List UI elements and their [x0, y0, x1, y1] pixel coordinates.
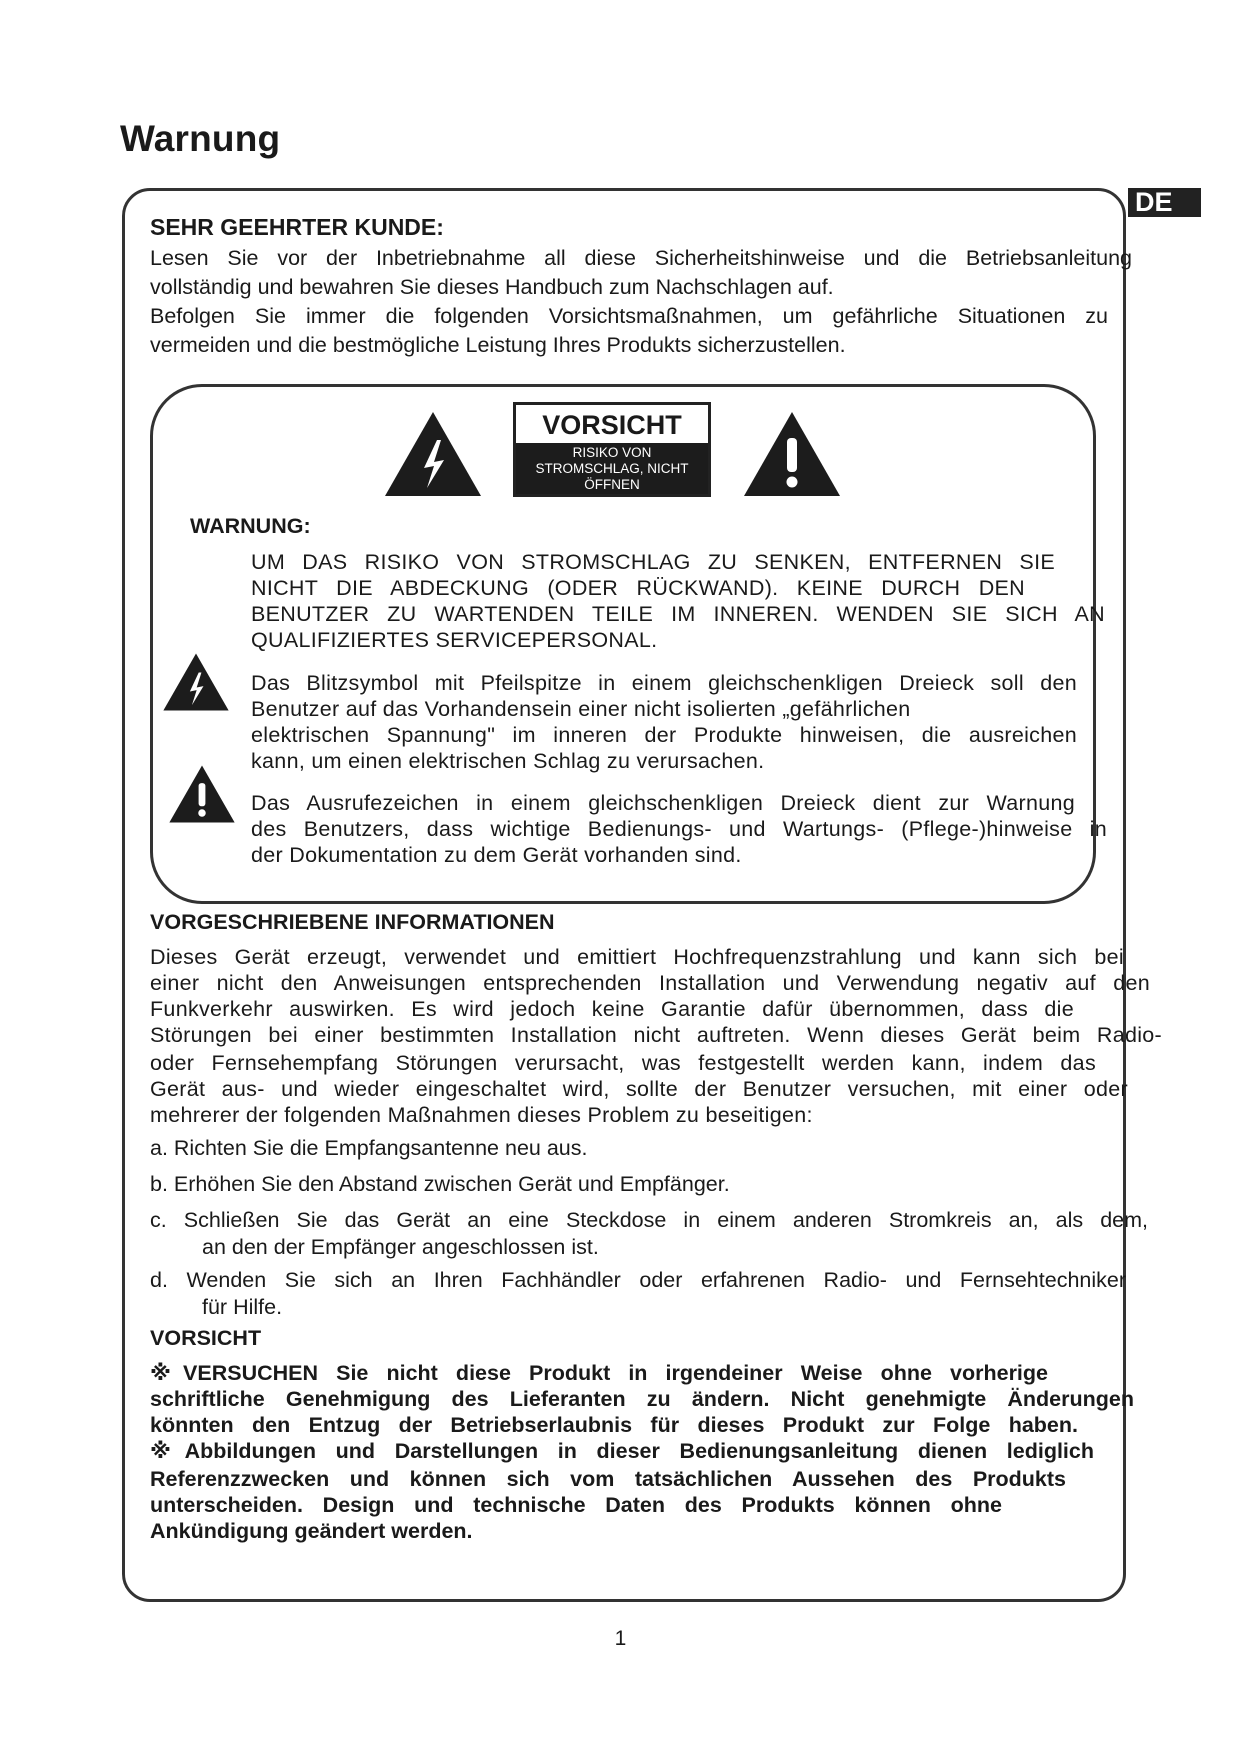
lightning-warning-icon [383, 410, 483, 498]
regulatory-line-7: mehrerer der folgenden Maßnahmen dieses Problem zu beseitigen: [150, 1103, 813, 1127]
caution-line-2: schriftliche Genehmigung des Lieferanten zu ändern. Nicht genehmigte Änderungen [150, 1387, 1134, 1411]
intro-heading: SEHR GEEHRTER KUNDE: [150, 214, 444, 240]
caution-label-line-3: ÖFFNEN [584, 477, 640, 492]
regulatory-line-6: Gerät aus- und wieder eingeschaltet wird, sollte der Benutzer versuchen, mit einer oder [150, 1077, 1128, 1101]
list-item-a: a. Richten Sie die Empfangsantenne neu aus. [150, 1136, 588, 1160]
warning-heading: WARNUNG: [190, 514, 311, 538]
caution-line-6: unterscheiden. Design und technische Daten des Produkts können ohne [150, 1493, 1002, 1517]
caution-line-5: Referenzzwecken und können sich vom tatsächlichen Aussehen des Produkts [150, 1467, 1066, 1491]
regulatory-line-4: Störungen bei einer bestimmten Installation nicht auftreten. Wenn dieses Gerät beim Radio- [150, 1023, 1162, 1047]
exclamation-warning-icon [742, 410, 842, 498]
warning-line-1: UM DAS RISIKO VON STROMSCHLAG ZU SENKEN, ENTFERNEN SIE [251, 550, 1055, 574]
regulatory-line-2: einer nicht den Anweisungen entsprechenden Installation und Verwendung negativ auf den [150, 971, 1150, 995]
warning-line-4: QUALIFIZIERTES SERVICEPERSONAL. [251, 628, 658, 652]
language-tab: DE [1128, 188, 1201, 217]
list-item-b: b. Erhöhen Sie den Abstand zwischen Gerät und Empfänger. [150, 1172, 730, 1196]
list-item-d-continued: für Hilfe. [202, 1295, 283, 1319]
caution-label-line-2: STROMSCHLAG, NICHT [535, 461, 689, 476]
lightning-note-line-4: kann, um einen elektrischen Schlag zu verursachen. [251, 749, 765, 773]
exclamation-note-line-2: des Benutzers, dass wichtige Bedienungs- und Wartungs- (Pflege-)hinweise in [251, 817, 1107, 841]
intro-line-1: Lesen Sie vor der Inbetriebnahme all diese Sicherheitshinweise und die Betriebsanleitung [150, 246, 1132, 270]
list-item-d: d. Wenden Sie sich an Ihren Fachhändler oder erfahrenen Radio- und Fernsehtechniker [150, 1268, 1126, 1292]
regulatory-line-5: oder Fernsehempfang Störungen verursacht, was festgestellt werden kann, indem das [150, 1051, 1096, 1075]
exclamation-note-line-1: Das Ausrufezeichen in einem gleichschenkligen Dreieck dient zur Warnung [251, 791, 1075, 815]
intro-line-2: vollständig und bewahren Sie dieses Handbuch zum Nachschlagen auf. [150, 275, 834, 299]
list-item-c: c. Schließen Sie das Gerät an eine Steckdose in einem anderen Stromkreis an, als dem, [150, 1208, 1148, 1232]
caution-line-1: ※VERSUCHEN Sie nicht diese Produkt in irgendeiner Weise ohne vorherige [150, 1361, 1048, 1385]
regulatory-line-1: Dieses Gerät erzeugt, verwendet und emittiert Hochfrequenzstrahlung und kann sich bei [150, 945, 1124, 969]
caution-label [513, 402, 711, 497]
exclamation-note-line-3: der Dokumentation zu dem Gerät vorhanden sind. [251, 843, 742, 867]
caution-label-title: VORSICHT [542, 410, 682, 440]
warning-line-3: BENUTZER ZU WARTENDEN TEILE IM INNEREN. WENDEN SIE SICH AN [251, 602, 1105, 626]
caution-line-4: ※Abbildungen und Darstellungen in dieser Bedienungsanleitung dienen lediglich [150, 1439, 1094, 1463]
caution-label-body [516, 443, 708, 494]
caution-label-line-1: RISIKO VON [572, 445, 652, 460]
page-number: 1 [614, 1627, 627, 1650]
regulatory-heading: VORGESCHRIEBENE INFORMATIONEN [150, 910, 555, 934]
lightning-note-line-2: Benutzer auf das Vorhandensein einer nicht isolierten „gefährlichen [251, 697, 911, 721]
exclamation-symbol-icon [168, 764, 236, 824]
list-item-c-continued: an den der Empfänger angeschlossen ist. [202, 1235, 599, 1259]
caution-line-3: könnten den Entzug der Betriebserlaubnis für dieses Produkt zur Folge haben. [150, 1413, 1078, 1437]
caution-line-7: Ankündigung geändert werden. [150, 1519, 473, 1543]
lightning-note-line-3: elektrischen Spannung" im inneren der Produkte hinweisen, die ausreichen [251, 723, 1077, 747]
page-title: Warnung [120, 118, 281, 159]
caution-heading: VORSICHT [150, 1326, 262, 1350]
intro-line-4: vermeiden und die bestmögliche Leistung Ihres Produkts sicherzustellen. [150, 333, 846, 357]
lightning-note-line-1: Das Blitzsymbol mit Pfeilspitze in einem gleichschenkligen Dreieck soll den [251, 671, 1077, 695]
lightning-symbol-icon [162, 652, 230, 712]
intro-line-3: Befolgen Sie immer die folgenden Vorsichtsmaßnahmen, um gefährliche Situationen zu [150, 304, 1108, 328]
warning-line-2: NICHT DIE ABDECKUNG (ODER RÜCKWAND). KEINE DURCH DEN [251, 576, 1025, 600]
regulatory-line-3: Funkverkehr auswirken. Es wird jedoch keine Garantie dafür übernommen, dass die [150, 997, 1074, 1021]
